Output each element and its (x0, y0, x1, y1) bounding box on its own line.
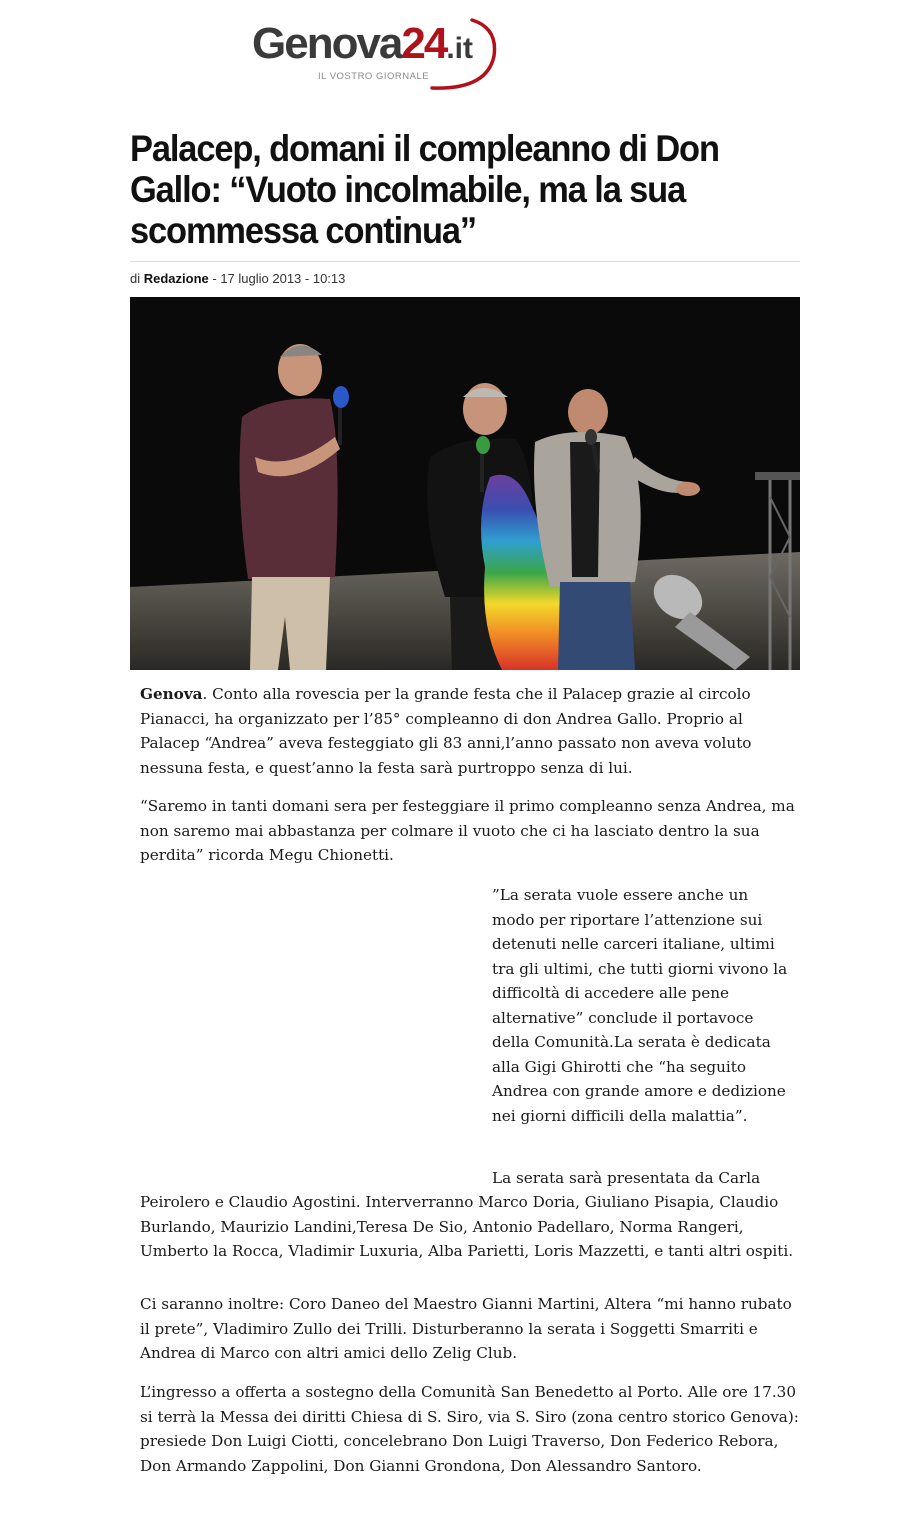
logo-name: Genova (252, 19, 402, 68)
title-divider (130, 261, 800, 262)
paragraph-1 (140, 682, 800, 780)
logo-tld: .it (446, 32, 474, 65)
byline-date: - 17 luglio 2013 - 10:13 (212, 271, 346, 286)
article-byline (130, 271, 345, 286)
paragraph-1-text: . Conto alla rovescia per la grande festa che il Palacep grazie al circolo Pianacci, ha organizzato per l’85° compleanno di don Andrea Gallo. Proprio al Palacep “Andrea” aveva festeggiato gli 83 anni,l’anno passato non aveva voluto nessuna festa, e quest’anno la festa sarà purtroppo senza di lui. (140, 685, 752, 777)
lead-place: Genova (140, 685, 203, 703)
byline-author[interactable]: Redazione (143, 271, 209, 286)
logo-swoosh-icon (402, 18, 512, 98)
stage-photo-graphic (130, 297, 800, 670)
paragraph-5: Ci saranno inoltre: Coro Daneo del Maestro Gianni Martini, Altera “mi hanno rubato il prete”, Vladimiro Zullo dei Trilli. Disturberanno la serata i Soggetti Smarriti e Andrea di Marco con altri amici dello Zelig Club. (140, 1295, 792, 1362)
paragraph-4-first-line: La serata sarà presentata da Carla (492, 1169, 761, 1187)
site-logo[interactable] (252, 14, 542, 94)
logo-tagline: IL VOSTRO GIORNALE (318, 71, 430, 82)
paragraph-2: “Saremo in tanti domani sera per festeggiare il primo compleanno senza Andrea, ma non saremo mai abbastanza per colmare il vuoto che ci ha lasciato dentro la sua perdita” ricorda Megu Chionetti. (140, 797, 795, 864)
article-photo (130, 297, 800, 670)
paragraph-3: ”La serata vuole essere anche un modo per riportare l’attenzione sui detenuti nelle carceri italiane, ultimi tra gli ultimi, che tutti giorni vivono la difficoltà di accedere alle pene alternative” conclude il portavoce della Comunità.La serata è dedicata alla Gigi Ghirotti che “ha seguito Andrea con grande amore e dedizione nei giorni difficili della malattia”. (492, 886, 788, 1125)
logo-number: 24 (401, 19, 447, 68)
paragraph-6: L’ingresso a offerta a sostegno della Comunità San Benedetto al Porto. Alle ore 17.30 si terrà la Messa dei diritti Chiesa di S. Siro, via S. Siro (zona centro storico Genova): presiede Don Luigi Ciotti, concelebrano Don Luigi Traverso, Don Federico Rebora, Don Armando Zappolini, Don Gianni Grondona, Don Alessandro Santoro. (140, 1383, 799, 1475)
article-title: Palacep, domani il compleanno di Don Gallo: “Vuoto incolmabile, ma la sua scommessa continua” (130, 128, 719, 251)
paragraph-4-rest: Peirolero e Claudio Agostini. Interverranno Marco Doria, Giuliano Pisapia, Claudio Burlando, Maurizio Landini,Teresa De Sio, Antonio Padellaro, Norma Rangeri, Umberto la Rocca, Vladimir Luxuria, Alba Parietti, Loris Mazzetti, e tanti altri ospiti. (140, 1193, 794, 1260)
byline-prefix: di (130, 271, 141, 286)
